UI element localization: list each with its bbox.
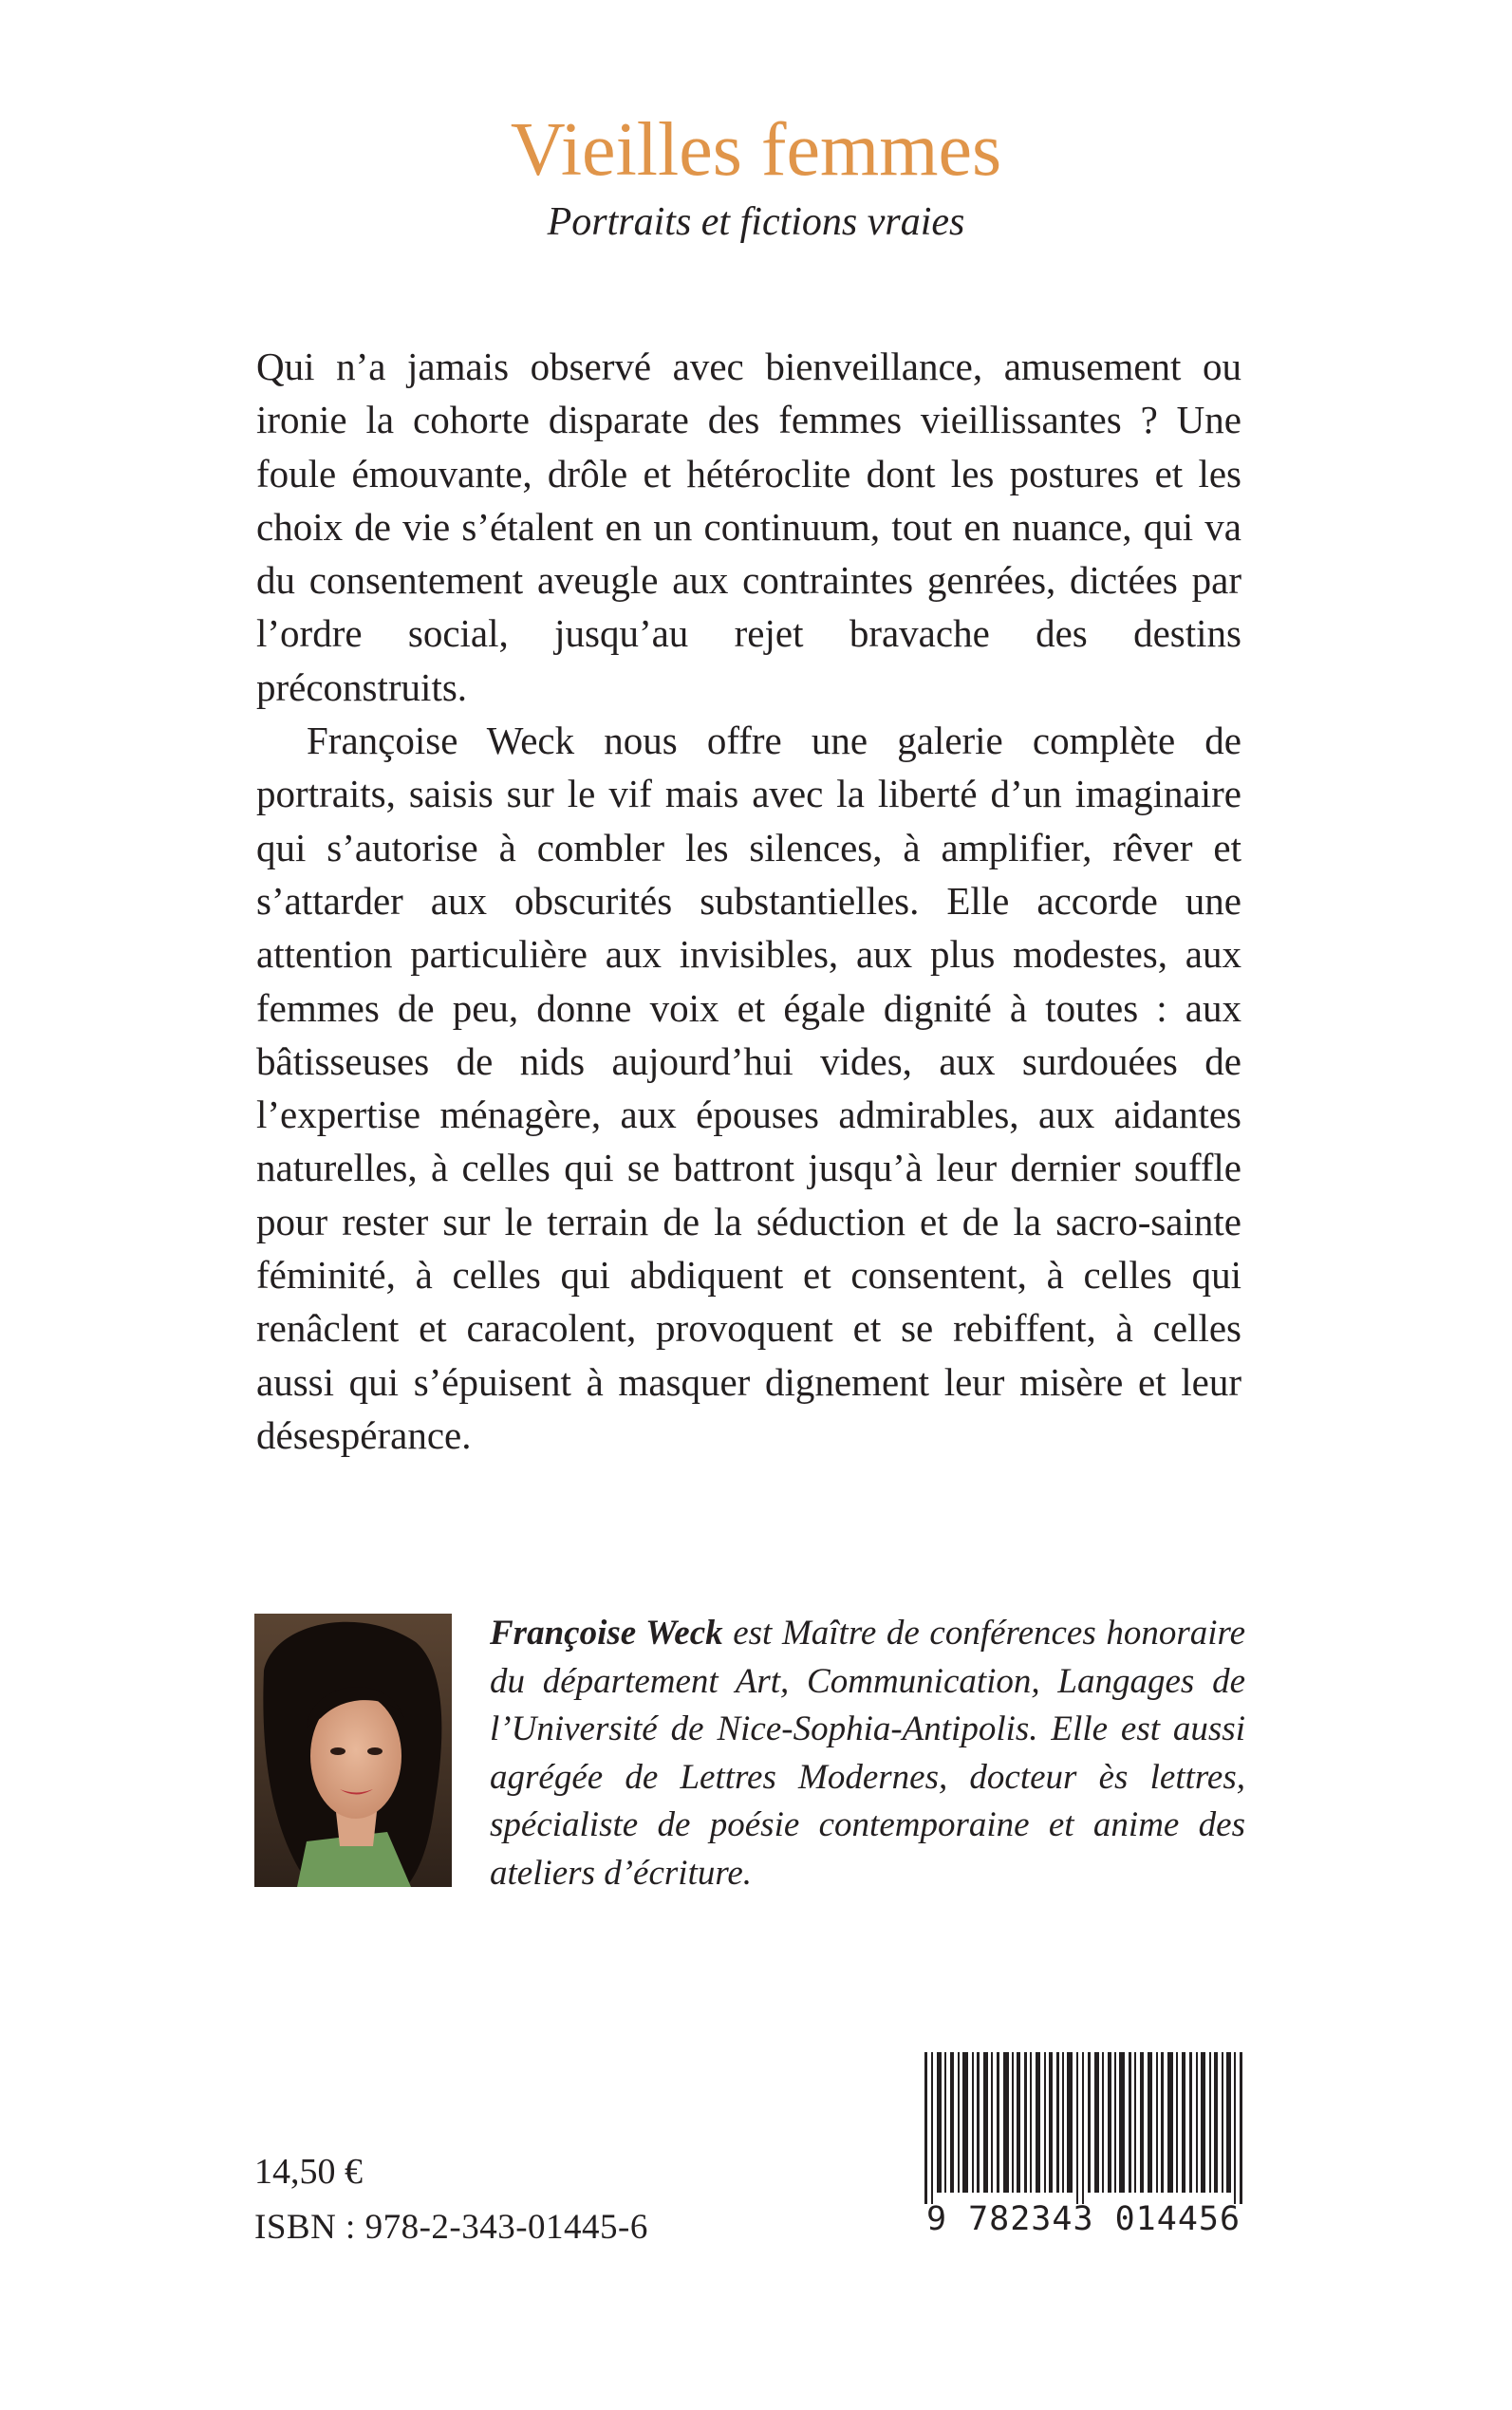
author-photo [254, 1614, 452, 1887]
author-name: Françoise Weck [490, 1614, 723, 1653]
blurb-paragraph: Qui n’a jamais observé avec bienveillance, amusement ou ironie la cohorte disparate des femmes vieillissantes ? Une foule émouvante, drôle et hétéroclite dont les postures et les choix de vie s’étalent en un continuum, tout en nuance, qui va du consentement aveugle aux contraintes genrées, dictées par l’ordre social, jusqu’au rejet bravache des destins préconstruits. [256, 345, 1241, 709]
barcode-digits: 9 782343 014456 [925, 2200, 1241, 2238]
isbn: ISBN : 978-2-343-01445-6 [254, 2208, 648, 2247]
blurb [256, 340, 1241, 1462]
book-subtitle: Portraits et fictions vraies [547, 200, 965, 244]
author-bio [490, 1610, 1245, 1897]
book-title: Vieilles femmes [510, 108, 1002, 192]
blurb-paragraph: Françoise Weck nous offre une galerie complète de portraits, saisis sur le vif mais avec la liberté d’un imaginaire qui s’autorise à combler les silences, à amplifier, rêver et s’attarder aux obscurités substantielles. Elle accorde une attention particulière aux invisibles, aux plus modestes, aux femmes de peu, donne voix et égale dignité à toutes : aux bâtisseuses de nids aujourd’hui vides, aux surdouées de l’expertise ménagère, aux épouses admirables, aux aidantes naturelles, à celles qui se battront jusqu’à leur dernier souffle pour rester sur le terrain de la séduction et de la sacro-sainte féminité, à celles qui abdiquent et consentent, à celles qui renâclent et caracolent, provoquent et se rebiffent, à celles aussi qui s’épuisent à masquer dignement leur misère et leur désespérance. [256, 719, 1241, 1457]
author-bio-text: est Maître de conférences honoraire du département Art, Communication, Langages de l’Université de Nice-Sophia-Antipolis. Elle est aussi agrégée de Lettres Modernes, docteur ès lettres, spécialiste de poésie contemporaine et anime des ateliers d’écriture. [490, 1614, 1245, 1893]
price: 14,50 € [254, 2152, 363, 2192]
barcode-icon [915, 2052, 1252, 2204]
